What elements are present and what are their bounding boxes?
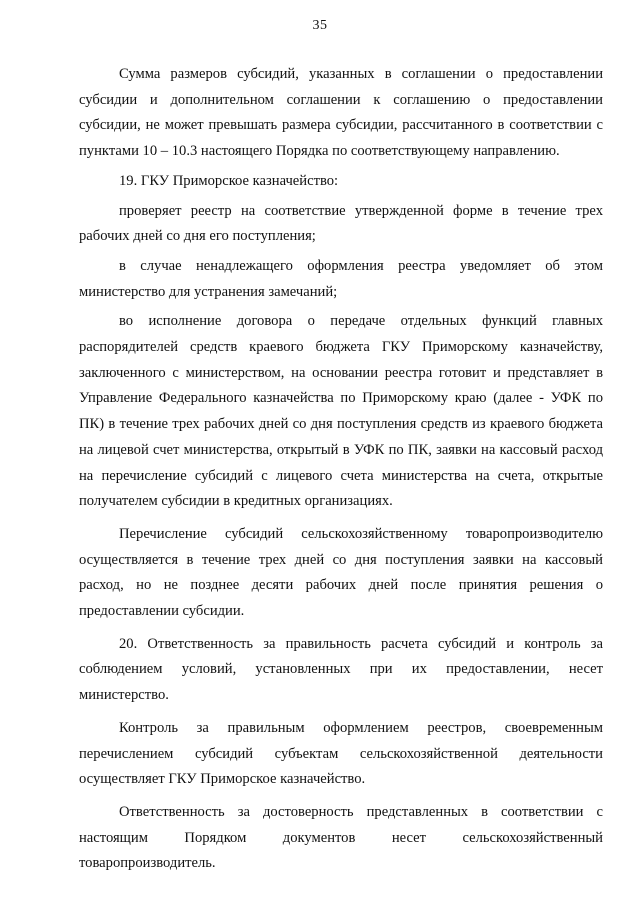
paragraph-item-20-responsibility: 20. Ответственность за правильность расчета субсидий и контроль за соблюдением условий, установленных при их предоставлении, несет министерство.: [79, 635, 603, 704]
document-body: [79, 62, 603, 877]
page-number: 35: [312, 18, 328, 33]
paragraph-registry-check: проверяет реестр на соответствие утвержденной форме в течение трех рабочих дней со дня его поступления;: [79, 202, 603, 245]
paragraph-subsidy-transfer: Перечисление субсидий сельскохозяйственному товаропроизводителю осуществляется в течение трех дней со дня поступления заявки на кассовый расход, но не позднее десяти рабочих дней после принятия решения о предоставлении субсидии.: [79, 525, 603, 620]
paragraph-subsidy-sum: Сумма размеров субсидий, указанных в соглашении о предоставлении субсидии и дополнительном соглашении к соглашению о предоставлении субсидии, не может превышать размера субсидии, рассчитанного в соответствии с пунктами 10 – 10.3 настоящего Порядка по соответствующему направлению.: [79, 66, 603, 160]
paragraph-item-19-heading: 19. ГКУ Приморское казначейство:: [119, 172, 339, 189]
paragraph-document-reliability: Ответственность за достоверность представленных в соответствии с настоящим Порядком документов несет сельскохозяйственный товаропроизводитель.: [79, 803, 603, 872]
paragraph-treasury-contract: во исполнение договора о передаче отдельных функций главных распорядителей средств краевого бюджета ГКУ Приморскому казначейству, заключенного с министерством, на основании реестра готовит и представляет в Управление Федерального казначейства по Приморскому краю (далее - УФК по ПК) в течение трех рабочих дней со дня поступления средств из краевого бюджета на лицевой счет министерства, открытый в УФК по ПК, заявки на кассовый расход на перечисление субсидий с лицевого счета министерства на счета, открытые получателем субсидии в кредитных организациях.: [79, 313, 603, 510]
paragraph-registry-notice: в случае ненадлежащего оформления реестра уведомляет об этом министерство для устранения замечаний;: [79, 257, 603, 300]
paragraph-registry-control: Контроль за правильным оформлением реестров, своевременным перечислением субсидий субъектам сельскохозяйственной деятельности осуществляет ГКУ Приморское казначейство.: [79, 719, 603, 788]
